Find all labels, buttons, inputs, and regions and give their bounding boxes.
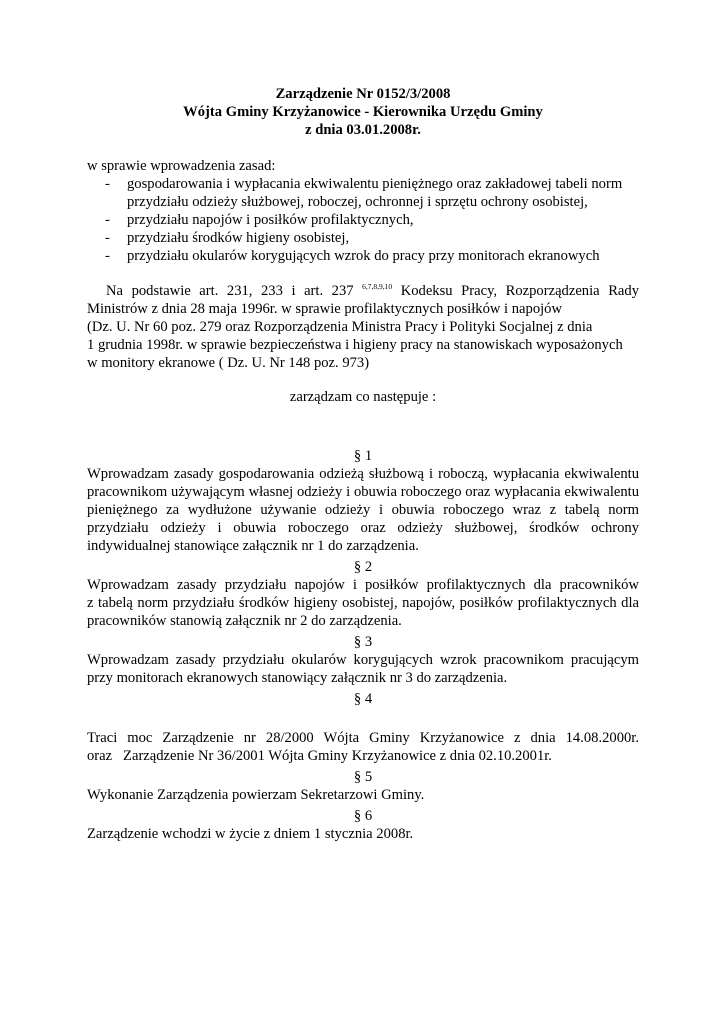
legal-basis-line: 1 grudnia 1998r. w sprawie bezpieczeństwa i higieny pracy na stanowiskach wyposażonych [87,337,623,353]
section-body [87,825,639,843]
document-title: Zarządzenie Nr 0152/3/2008 [275,86,451,102]
legal-basis-line [87,282,639,300]
section-line: pracowników stanowią załącznik nr 2 do zarządzenia. [87,613,402,629]
section-line: przydziału odzieży i obuwia roboczego oraz odzieży służbowej, środków ochrony [87,520,639,536]
section-mark: § 1 [353,448,373,464]
subject-intro: w sprawie wprowadzenia zasad: [87,158,276,174]
document-date: z dnia 03.01.2008r. [305,122,421,138]
list-dash: - [105,176,110,192]
list-item [87,175,639,211]
list-dash: - [105,230,110,246]
subject-list [87,175,639,265]
legal-basis-line: Ministrów z dnia 28 maja 1996r. w sprawie profilaktycznych posiłków i napojów [87,301,563,317]
list-item-line: przydziału środków higieny osobistej, [127,230,350,246]
section-mark: § 2 [353,559,373,575]
section-mark: § 6 [353,808,373,824]
section-line: z tabelą norm przydziału środków higieny osobistej, napojów, posiłków profilaktycznych dla [87,595,639,611]
section-line: oraz Zarządzenie Nr 36/2001 Wójta Gminy Krzyżanowice z dnia 02.10.2001r. [87,748,552,764]
document-page [87,85,639,843]
section-line: Wprowadzam zasady przydziału napojów i posiłków profilaktycznych dla pracowników [87,577,639,593]
list-item [87,211,639,229]
list-item-line: przydziału napojów i posiłków profilaktycznych, [127,212,414,228]
section-line: pracownikom używającym własnej odzieży i obuwia roboczego oraz wypłacania ekwiwalentu [87,484,639,500]
legal-basis-text: Kodeksu Pracy, Rozporządzenia Rady [392,283,639,299]
section-line: Zarządzenie wchodzi w życie z dniem 1 stycznia 2008r. [87,826,414,842]
list-item [87,247,639,265]
list-item [87,229,639,247]
subject-block [87,157,639,265]
section-line: Traci moc Zarządzenie nr 28/2000 Wójta Gminy Krzyżanowice z dnia 14.08.2000r. [87,730,639,746]
document-header [87,85,639,139]
section-line: Wprowadzam zasady przydziału okularów korygujących wzrok pracownikom pracującym [87,652,639,668]
list-item-line: gospodarowania i wypłacania ekwiwalentu pieniężnego oraz zakładowej tabeli norm [127,176,623,192]
decree-statement: zarządzam co następuje : [289,389,437,405]
section-body [87,729,639,765]
articles-superscript: 6,7,8,9,10 [362,282,393,291]
list-item-line: przydziału okularów korygujących wzrok do pracy przy monitorach ekranowych [127,248,600,264]
document-issuer: Wójta Gminy Krzyżanowice - Kierownika Urzędu Gminy [183,104,543,120]
section-body [87,651,639,687]
list-item-line: przydziału odzieży służbowej, roboczej, ochronnej i sprzętu ochrony osobistej, [127,194,588,210]
section-line: Wykonanie Zarządzenia powierzam Sekretarzowi Gminy. [87,787,425,803]
legal-basis-line: (Dz. U. Nr 60 poz. 279 oraz Rozporządzenia Ministra Pracy i Polityki Socjalnej z dnia [87,319,593,335]
section-body [87,465,639,555]
section-body [87,576,639,630]
legal-basis-text: Na podstawie art. 231, 233 i art. 237 [106,283,354,299]
section-line: Wprowadzam zasady gospodarowania odzieżą służbową i roboczą, wypłacania ekwiwalentu [87,466,639,482]
section-line: pieniężnego za wydłużone używanie odzieży i obuwia roboczego wraz z tabelą norm [87,502,639,518]
legal-basis [87,282,639,300]
section-mark: § 5 [353,769,373,785]
section-mark: § 4 [353,691,373,707]
section-body [87,786,639,804]
list-dash: - [105,248,110,264]
legal-basis-line: w monitory ekranowe ( Dz. U. Nr 148 poz. 973) [87,355,370,371]
section-mark: § 3 [353,634,373,650]
list-dash: - [105,212,110,228]
section-line: indywidualnej stanowiące załącznik nr 1 do zarządzenia. [87,538,419,554]
section-line: przy monitorach ekranowych stanowiący załącznik nr 3 do zarządzenia. [87,670,508,686]
